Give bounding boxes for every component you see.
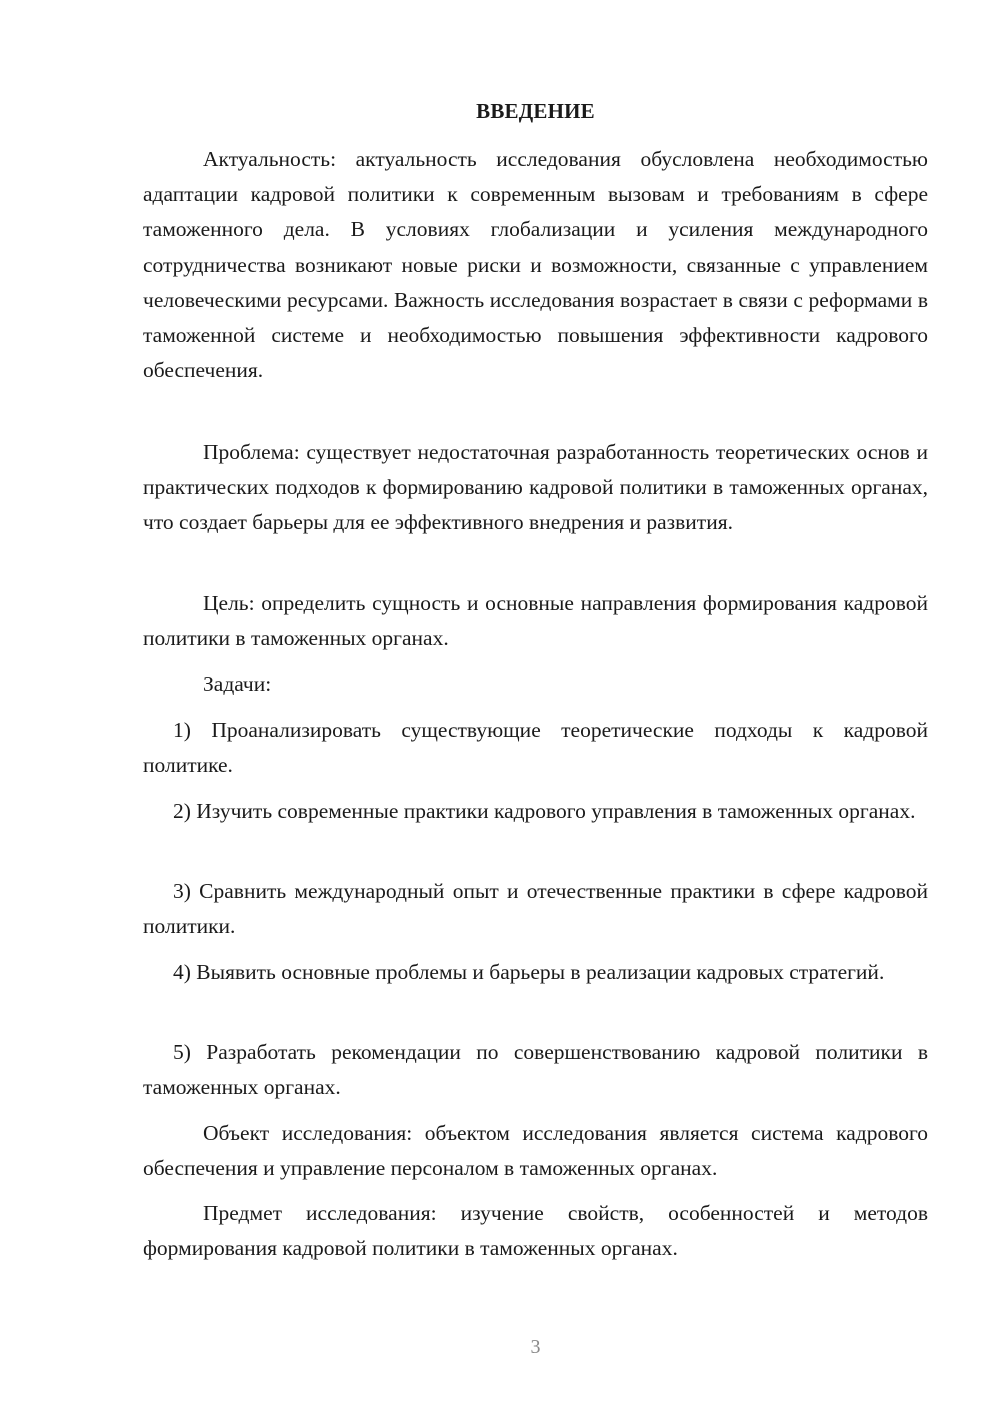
goal-paragraph: Цель: определить сущность и основные направления формирования кадровой политики в таможенных органах. bbox=[143, 591, 928, 651]
section-title: ВВЕДЕНИЕ bbox=[476, 99, 595, 123]
task-item-2: 2) Изучить современные практики кадрового управления в таможенных органах. bbox=[173, 799, 916, 823]
task-item-4: 4) Выявить основные проблемы и барьеры в реализации кадровых стратегий. bbox=[173, 960, 885, 984]
problem-paragraph: Проблема: существует недостаточная разработанность теоретических основ и практических подходов к формированию кадровой политики в таможенных органах, что создает барьеры для ее эффективного внедрения и развития. bbox=[143, 440, 928, 535]
page-number: 3 bbox=[530, 1336, 541, 1358]
task-item-1: 1) Проанализировать существующие теоретические подходы к кадровой политике. bbox=[143, 718, 928, 778]
relevance-paragraph: Актуальность: актуальность исследования обусловлена необходимостью адаптации кадровой политики к современным вызовам и требованиям в сфере таможенного дела. В условиях глобализации и усиления международного сотрудничества возникают новые риски и возможности, связанные с управлением человеческими ресурсами. Важность исследования возрастает в связи с реформами в таможенной системе и необходимостью повышения эффективности кадрового обеспечения. bbox=[143, 147, 928, 383]
subject-paragraph: Предмет исследования: изучение свойств, особенностей и методов формирования кадровой политики в таможенных органах. bbox=[143, 1201, 928, 1261]
task-item-3: 3) Сравнить международный опыт и отечественные практики в сфере кадровой политики. bbox=[143, 879, 928, 939]
task-item-5: 5) Разработать рекомендации по совершенствованию кадровой политики в таможенных органах. bbox=[143, 1040, 928, 1100]
tasks-heading: Задачи: bbox=[203, 672, 272, 696]
document-page bbox=[143, 0, 928, 1414]
object-paragraph: Объект исследования: объектом исследования является система кадрового обеспечения и управление персоналом в таможенных органах. bbox=[143, 1121, 928, 1181]
